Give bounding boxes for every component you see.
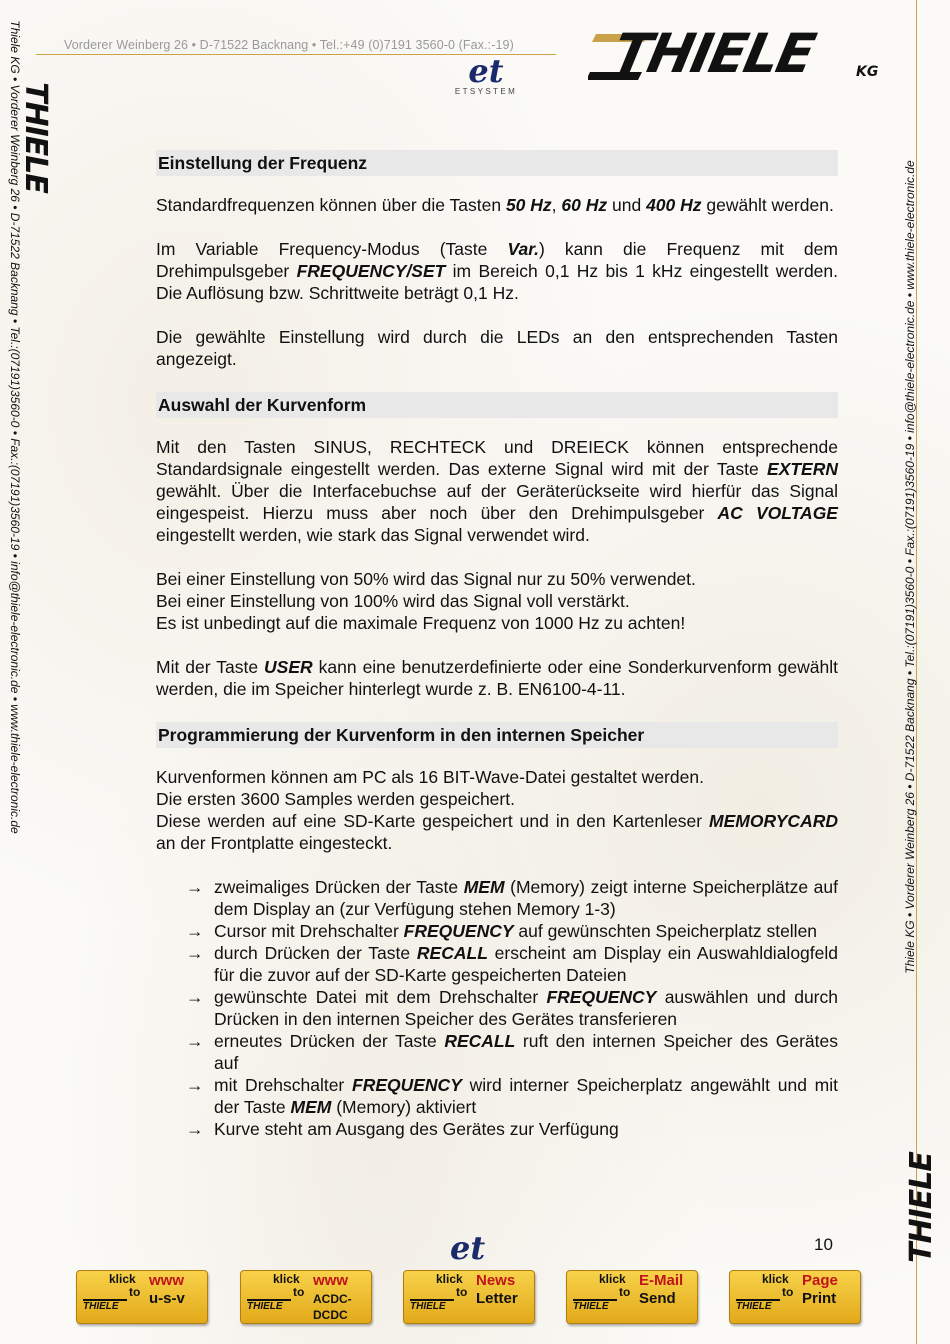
paragraph <box>156 656 838 700</box>
nav-klick-label: klick <box>109 1272 136 1286</box>
text: Mit der Taste <box>156 657 265 677</box>
paragraph: Die gewählte Einstellung wird durch die LEDs an den entsprechenden Tasten angezeigt. <box>156 327 838 369</box>
key-50hz: 50 Hz <box>505 195 552 215</box>
section-title-waveform: Auswahl der Kurvenform <box>156 392 838 418</box>
page-number: 10 <box>814 1235 833 1254</box>
arrow-icon: → <box>186 987 204 1007</box>
nav-to-label: to <box>456 1285 468 1299</box>
text: ruft den internen Speicher des Gerätes auf <box>214 1031 838 1073</box>
nav-button-www-acdc[interactable] <box>240 1270 372 1324</box>
brand-name: THIELE <box>607 22 820 85</box>
text: gewünschte Datei mit dem Drehschalter <box>214 987 547 1007</box>
text: wird interner Speicherplatz angewählt und mit der Taste <box>214 1075 838 1117</box>
text: mit Drehschalter <box>214 1075 352 1095</box>
text: (Memory) zeigt interne Speicherplätze auf dem Display an (zur Verfügung stehen Memory 1-3) <box>214 877 839 919</box>
key-memorycard: MEMORYCARD <box>709 811 838 831</box>
nav-button-print[interactable] <box>729 1270 861 1324</box>
text-line: Bei einer Einstellung von 50% wird das Signal nur zu 50% verwendet. <box>156 569 696 589</box>
text: Standardfrequenzen können über die Tasten <box>156 195 506 215</box>
nav-label-top: www <box>149 1272 185 1289</box>
list-item <box>156 1118 838 1140</box>
key-var: Var. <box>507 239 539 259</box>
arrow-icon: → <box>186 943 204 963</box>
nav-klick-label: klick <box>762 1272 789 1286</box>
side-logo-left: THIELE <box>17 82 53 193</box>
nav-to-label: to <box>293 1285 305 1299</box>
list-item <box>156 986 838 1030</box>
text: kann eine benutzerdefinierte oder eine Sonderkurvenform gewählt werden, die im Speicher hinterlegt wurde z. B. EN6100-4-11. <box>156 657 838 699</box>
arrow-icon: → <box>186 1031 204 1051</box>
key-400hz: 400 Hz <box>646 195 702 215</box>
paragraph <box>156 194 838 216</box>
et-mark: et <box>468 52 504 90</box>
et-mark: et <box>450 1229 486 1267</box>
key-mem: MEM <box>463 877 505 897</box>
et-system-logo-bottom <box>450 1229 486 1267</box>
nav-label-bottom: Send <box>639 1290 676 1307</box>
nav-klick-label: klick <box>436 1272 463 1286</box>
text: Kurve steht am Ausgang des Gerätes zur Verfügung <box>214 1119 619 1139</box>
paragraph <box>156 238 838 304</box>
text: durch Drücken der Taste <box>214 943 417 963</box>
text: gewählt werden. <box>701 195 834 215</box>
nav-label-top: E-Mail <box>639 1272 684 1289</box>
paragraph <box>156 568 838 634</box>
key-mem: MEM <box>290 1097 332 1117</box>
nav-mini-logo: THIELE <box>247 1301 283 1312</box>
nav-label-bottom: u-s-v <box>149 1290 185 1307</box>
side-contact-left: Thiele KG • Vorderer Weinberg 26 • D-71522 Backnang • Tel.:(07191)3560-0 • Fax.:(07191)3560-19 • info@thiele-electronic.de • www.thiele-electronic.de <box>8 20 22 834</box>
nav-mini-logo: THIELE <box>736 1301 772 1312</box>
nav-label-top: News <box>476 1272 516 1289</box>
nav-label-bottom: Letter <box>476 1290 518 1307</box>
key-recall: RECALL <box>416 943 488 963</box>
side-contact-right: Thiele KG • Vorderer Weinberg 26 • D-71522 Backnang • Tel.:(07191)3560-0 • Fax.:(07191)3560-19 • info@thiele-electronic.de • www.thiele-electronic.de <box>903 160 917 974</box>
text: zweimaliges Drücken der Taste <box>214 877 464 897</box>
steps-list <box>156 876 838 1140</box>
nav-button-www-usv[interactable] <box>76 1270 208 1324</box>
nav-button-newsletter[interactable] <box>403 1270 535 1324</box>
nav-mini-logo: THIELE <box>83 1301 119 1312</box>
et-subtitle: ETSYSTEM <box>454 87 518 96</box>
list-item <box>156 876 838 920</box>
text-line: Die ersten 3600 Samples werden gespeichert. <box>156 789 515 809</box>
arrow-icon: → <box>186 1075 204 1095</box>
nav-klick-label: klick <box>273 1272 300 1286</box>
list-item <box>156 920 838 942</box>
paragraph <box>156 766 838 854</box>
main-content <box>156 150 838 1140</box>
et-system-logo <box>446 52 526 103</box>
nav-mini-logo: THIELE <box>410 1301 446 1312</box>
arrow-icon: → <box>186 1119 204 1139</box>
side-logo-right: THIELE <box>903 1152 939 1263</box>
key-frequency: FREQUENCY <box>546 987 657 1007</box>
key-frequency: FREQUENCY <box>403 921 514 941</box>
section-title-programming: Programmierung der Kurvenform in den internen Speicher <box>156 722 838 748</box>
nav-button-email[interactable] <box>566 1270 698 1324</box>
text: Mit den Tasten SINUS, RECHTECK und DREIECK können entsprechende Standardsignale eingestellt werden. Das externe Signal wird mit der Taste <box>156 437 838 479</box>
list-item <box>156 942 838 986</box>
brand-suffix: KG <box>856 64 879 80</box>
arrow-icon: → <box>186 877 204 897</box>
key-ac-voltage: AC VOLTAGE <box>717 503 838 523</box>
nav-klick-label: klick <box>599 1272 626 1286</box>
text: Im Variable Frequency-Modus (Taste <box>156 239 508 259</box>
text: eingestellt werden, wie stark das Signal verwendet wird. <box>156 525 590 545</box>
text: ) kann die Frequenz mit dem Drehimpulsgeber <box>156 239 838 281</box>
nav-label-bottom: ACDC-DCDC <box>313 1292 352 1322</box>
text: Diese werden auf eine SD-Karte gespeichert und in den Kartenleser <box>156 811 709 831</box>
text: erscheint am Display ein Auswahldialogfeld für die zuvor auf der SD-Karte gespeicherten Dateien <box>214 943 838 985</box>
list-item <box>156 1074 838 1118</box>
nav-to-label: to <box>129 1285 141 1299</box>
nav-to-label: to <box>619 1285 631 1299</box>
text: auswählen und durch Drücken in den internen Speicher des Gerätes transferieren <box>214 987 838 1029</box>
list-item <box>156 1030 838 1074</box>
arrow-icon: → <box>186 921 204 941</box>
text: Cursor mit Drehschalter <box>214 921 404 941</box>
paragraph <box>156 436 838 546</box>
text-line: Es ist unbedingt auf die maximale Frequenz von 1000 Hz zu achten! <box>156 613 686 633</box>
text: , <box>551 195 562 215</box>
nav-label-bottom: Print <box>802 1290 837 1307</box>
text-line: Kurvenformen können am PC als 16 BIT-Wave-Datei gestaltet werden. <box>156 767 704 787</box>
text: an der Frontplatte eingesteckt. <box>156 833 393 853</box>
nav-label-top: www <box>313 1272 349 1289</box>
text-line: Bei einer Einstellung von 100% wird das Signal voll verstärkt. <box>156 591 630 611</box>
text: (Memory) aktiviert <box>331 1097 477 1117</box>
nav-label-top: Page <box>802 1272 838 1289</box>
nav-mini-logo: THIELE <box>573 1301 609 1312</box>
nav-to-label: to <box>782 1285 794 1299</box>
text: und <box>607 195 647 215</box>
text: gewählt. Über die Interfacebuchse auf der Geräterückseite wird hierfür das Signal eingespeist. Hierzu muss aber noch über den Drehimpulsgeber <box>156 481 838 523</box>
text: im Bereich 0,1 Hz bis 1 kHz eingestellt werden. Die Auflösung bzw. Schrittweite beträgt 0,1 Hz. <box>156 261 838 303</box>
text: erneutes Drücken der Taste <box>214 1031 445 1051</box>
header-address: Vorderer Weinberg 26 • D-71522 Backnang • Tel.:+49 (0)7191 3560-0 (Fax.:-19) <box>64 38 514 52</box>
key-frequency: FREQUENCY <box>352 1075 462 1095</box>
text: auf gewünschten Speicherplatz stellen <box>513 921 818 941</box>
section-title-frequency: Einstellung der Frequenz <box>156 150 838 176</box>
key-extern: EXTERN <box>767 459 838 479</box>
key-recall: RECALL <box>444 1031 516 1051</box>
key-frequency-set: FREQUENCY/SET <box>296 261 446 281</box>
key-user: USER <box>264 657 313 677</box>
key-60hz: 60 Hz <box>561 195 608 215</box>
